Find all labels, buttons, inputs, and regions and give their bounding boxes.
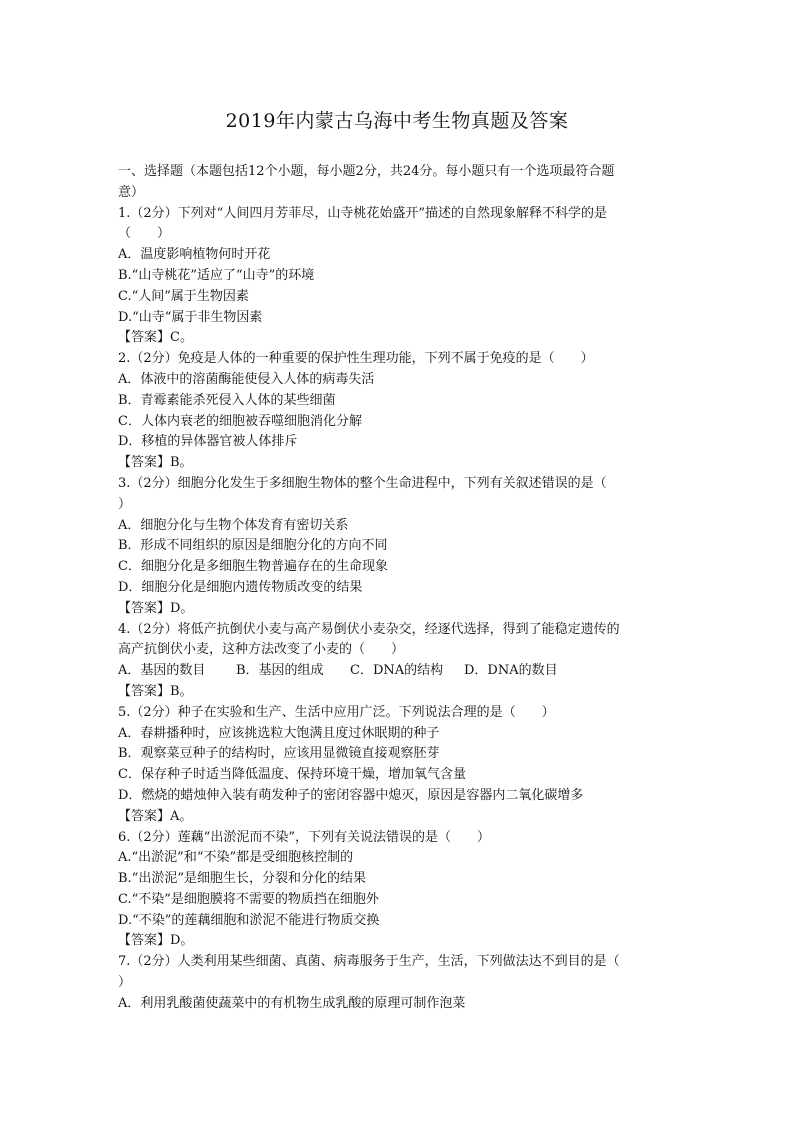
question-stem: 4.（2分）将低产抗倒伏小麦与高产易倒伏小麦杂交，经逐代选择，得到了能稳定遗传的 [118,621,620,637]
option-d: D．DNA的数目 [464,663,558,679]
option-c: C．DNA的结构 [350,663,444,679]
option-d: D．细胞分化是细胞内遗传物质改变的结果 [118,579,363,595]
option-c: C．保存种子时适当降低温度、保持环境干燥，增加氧气含量 [118,767,466,783]
option-a: A．细胞分化与生物个体发育有密切关系 [118,517,349,533]
option-c: C．细胞分化是多细胞生物普遍存在的生命现象 [118,559,388,575]
answer-line: 【答案】B。 [118,683,193,699]
question-content [118,162,678,1015]
question-stem: 2.（2分）免疫是人体的一种重要的保护性生理功能，下列不属于免疫的是（ ） [118,351,594,367]
question-stem-cont: ） [118,496,132,512]
option-d: D.“山寺“属于非生物因素 [118,309,263,325]
page-title: 2019年内蒙古乌海中考生物真题及答案 [225,110,569,132]
answer-line: 【答案】A。 [118,808,193,824]
answer-line: 【答案】C。 [118,330,193,346]
option-c: C.“不染”是细胞膜将不需要的物质挡在细胞外 [118,891,379,907]
section-heading: 一、选择题（本题包括12个小题，每小题2分，共24分。每小题只有一个选项最符合题 [118,164,615,179]
answer-line: 【答案】B。 [118,455,193,471]
option-d: D.“不染”的莲藕细胞和淤泥不能进行物质交换 [118,912,380,928]
answer-line: 【答案】D。 [118,933,194,949]
question-stem: 7.（2分）人类利用某些细菌、真菌、病毒服务于生产，生活，下列做法达不到目的是（ [118,954,620,970]
options-inline-row [118,661,678,682]
question-stem: 6.（2分）莲藕“出淤泥而不染”，下列有关说法错误的是（ ） [118,829,490,845]
option-b: B．形成不同组织的原因是细胞分化的方向不同 [118,538,388,554]
option-a: A．基因的数目 [118,663,206,679]
option-a: A．利用乳酸菌使蔬菜中的有机物生成乳酸的原理可制作泡菜 [118,995,466,1011]
option-c: C.“人间”属于生物因素 [118,288,249,304]
option-d: D．移植的异体器官被人体排斥 [118,434,298,450]
option-a: A．体液中的溶菌酶能使侵入人体的病毒失活 [118,371,375,387]
option-c: C．人体内衰老的细胞被吞噬细胞消化分解 [118,413,362,429]
option-b: B．基因的组成 [236,663,324,679]
option-a: A.“出淤泥”和“不染”都是受细胞核控制的 [118,850,354,866]
question-stem-cont: （ ） [118,226,171,242]
option-b: B.“出淤泥”是细胞生长，分裂和分化的结果 [118,871,366,887]
question-stem: 1.（2分）下列对“人间四月芳菲尽，山寺桃花始盛开”描述的自然现象解释不科学的是 [118,205,607,221]
option-b: B．青霉素能杀死侵入人体的某些细菌 [118,392,336,408]
question-stem-cont: ） [118,975,132,991]
section-heading-cont: 意） [118,184,145,200]
option-a: A．春耕播种时，应该挑选粒大饱满且度过休眠期的种子 [118,725,440,741]
option-d: D．燃烧的蜡烛伸入装有萌发种子的密闭容器中熄灭，原因是容器内二氧化碳增多 [118,787,584,803]
option-b: B.“山寺桃花”适应了“山寺”的环境 [118,267,315,283]
option-a: A．温度影响植物何时开花 [118,247,271,263]
question-stem: 5.（2分）种子在实验和生产、生活中应用广泛。下列说法合理的是（ ） [118,704,555,720]
option-b: B．观察菜豆种子的结构时，应该用显微镜直接观察胚芽 [118,746,440,762]
question-stem: 3.（2分）细胞分化发生于多细胞生物体的整个生命进程中，下列有关叙述错误的是（ [118,475,607,491]
question-stem-cont: 高产抗倒伏小麦，这种方法改变了小麦的（ ） [118,642,405,658]
answer-line: 【答案】D。 [118,600,194,616]
